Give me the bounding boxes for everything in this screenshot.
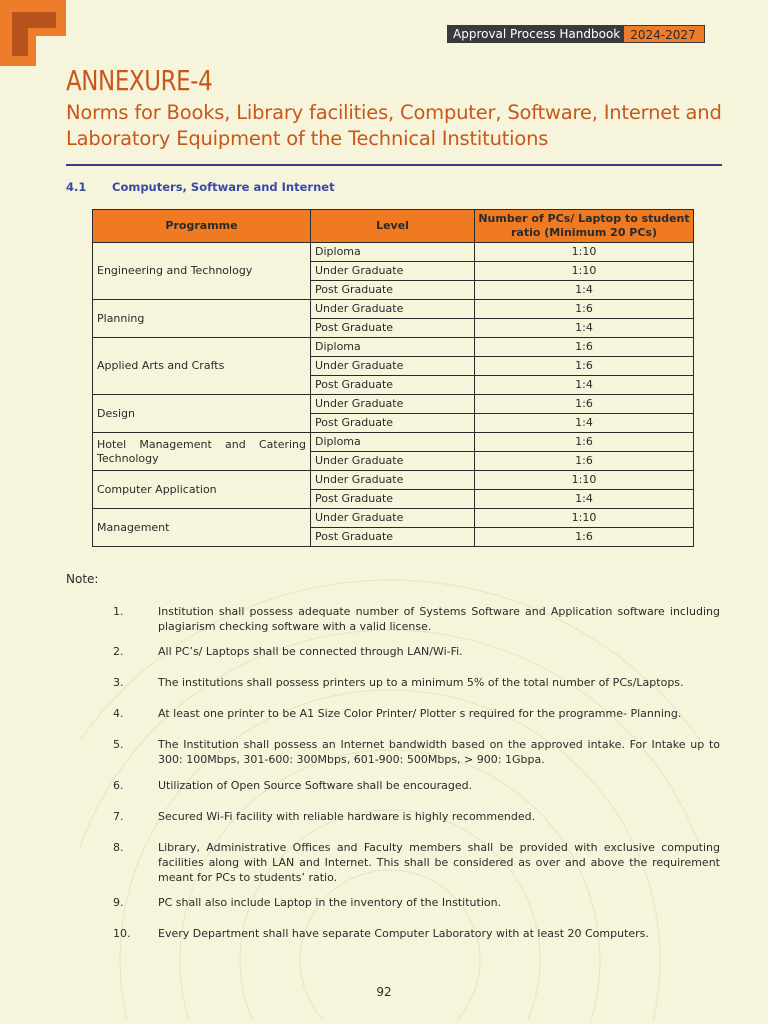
ratio-cell: 1:4	[475, 376, 694, 395]
note-number: 3.	[113, 676, 124, 689]
level-cell: Post Graduate	[311, 281, 475, 300]
programme-cell: Applied Arts and Crafts	[93, 338, 311, 395]
note-text: Utilization of Open Source Software shall be encouraged.	[158, 779, 473, 792]
list-item	[66, 604, 722, 634]
level-cell: Post Graduate	[311, 490, 475, 509]
level-cell: Post Graduate	[311, 414, 475, 433]
annexure-subtitle: Norms for Books, Library facilities, Computer, Software, Internet and Laboratory Equipment of the Technical Institutions	[66, 101, 722, 150]
title-divider	[66, 164, 722, 166]
level-cell: Diploma	[311, 433, 475, 452]
note-text: PC shall also include Laptop in the inventory of the Institution.	[158, 896, 502, 909]
programme-cell: Design	[93, 395, 311, 433]
section-title: Computers, Software and Internet	[112, 180, 335, 194]
handbook-years: 2024-2027	[624, 25, 704, 43]
level-cell: Under Graduate	[311, 357, 475, 376]
list-item	[66, 737, 722, 767]
header-ratio: Number of PCs/ Laptop to student ratio (Minimum 20 PCs)	[475, 210, 694, 243]
handbook-title: Approval Process Handbook	[447, 25, 624, 43]
header-band	[447, 25, 705, 43]
note-number: 9.	[113, 896, 124, 909]
programme-cell: Planning	[93, 300, 311, 338]
note-text: The Institution shall possess an Internet bandwidth based on the approved intake. For Intake up to 300: 100Mbps, 301-600: 300Mbps, 601-900: 500Mbps, > 900: 1Gbpa.	[158, 738, 720, 766]
level-cell: Under Graduate	[311, 300, 475, 319]
ratio-cell: 1:10	[475, 509, 694, 528]
note-text: Institution shall possess adequate number of Systems Software and Application software including plagiarism checking software with a valid license.	[158, 605, 720, 633]
table-row	[93, 300, 694, 319]
table-row	[93, 395, 694, 414]
ratio-cell: 1:6	[475, 357, 694, 376]
ratio-cell: 1:4	[475, 414, 694, 433]
ratio-cell: 1:6	[475, 452, 694, 471]
table-row	[93, 509, 694, 528]
section-heading	[66, 180, 335, 194]
level-cell: Diploma	[311, 338, 475, 357]
list-item	[66, 895, 722, 910]
corner-logo-icon	[0, 0, 66, 66]
level-cell: Under Graduate	[311, 471, 475, 490]
note-label: Note:	[66, 572, 99, 586]
ratio-cell: 1:10	[475, 243, 694, 262]
ratio-cell: 1:6	[475, 395, 694, 414]
table-row	[93, 338, 694, 357]
level-cell: Post Graduate	[311, 319, 475, 338]
programme-cell: Management	[93, 509, 311, 547]
level-cell: Diploma	[311, 243, 475, 262]
annexure-title: ANNEXURE-4	[66, 64, 213, 97]
note-text: Library, Administrative Offices and Faculty members shall be provided with exclusive computing facilities along with LAN and Internet. This shall be considered as over and above the requirement meant for PCs to students’ ratio.	[158, 841, 720, 884]
note-text: The institutions shall possess printers up to a minimum 5% of the total number of PCs/Laptops.	[158, 676, 684, 689]
note-number: 10.	[113, 927, 131, 940]
header-programme: Programme	[93, 210, 311, 243]
note-number: 7.	[113, 810, 124, 823]
note-number: 1.	[113, 605, 124, 618]
computer-norms-table	[92, 209, 694, 547]
list-item	[66, 706, 722, 721]
ratio-cell: 1:4	[475, 490, 694, 509]
table-row	[93, 433, 694, 452]
note-text: At least one printer to be A1 Size Color Printer/ Plotter s required for the programme- Planning.	[158, 707, 682, 720]
list-item	[66, 778, 722, 793]
programme-cell: Hotel Management and Catering Technology	[93, 433, 311, 471]
level-cell: Under Graduate	[311, 509, 475, 528]
note-number: 6.	[113, 779, 124, 792]
note-text: All PC’s/ Laptops shall be connected through LAN/Wi-Fi.	[158, 645, 463, 658]
ratio-cell: 1:10	[475, 471, 694, 490]
list-item	[66, 840, 722, 885]
header-level: Level	[311, 210, 475, 243]
list-item	[66, 926, 722, 941]
ratio-cell: 1:6	[475, 433, 694, 452]
table-row	[93, 243, 694, 262]
table-row	[93, 471, 694, 490]
table-header-row	[93, 210, 694, 243]
note-list	[66, 604, 722, 941]
note-number: 5.	[113, 738, 124, 751]
ratio-cell: 1:6	[475, 338, 694, 357]
ratio-cell: 1:10	[475, 262, 694, 281]
note-text: Every Department shall have separate Computer Laboratory with at least 20 Computers.	[158, 927, 649, 940]
list-item	[66, 644, 722, 659]
list-item	[66, 809, 722, 824]
ratio-cell: 1:4	[475, 281, 694, 300]
page-number: 92	[376, 985, 392, 999]
ratio-cell: 1:4	[475, 319, 694, 338]
ratio-cell: 1:6	[475, 528, 694, 547]
note-number: 4.	[113, 707, 124, 720]
note-number: 2.	[113, 645, 124, 658]
section-number: 4.1	[66, 180, 87, 194]
level-cell: Under Graduate	[311, 262, 475, 281]
list-item	[66, 675, 722, 690]
note-number: 8.	[113, 841, 124, 854]
note-text: Secured Wi-Fi facility with reliable hardware is highly recommended.	[158, 810, 536, 823]
ratio-cell: 1:6	[475, 300, 694, 319]
level-cell: Under Graduate	[311, 395, 475, 414]
programme-cell: Engineering and Technology	[93, 243, 311, 300]
level-cell: Post Graduate	[311, 528, 475, 547]
programme-cell: Computer Application	[93, 471, 311, 509]
level-cell: Post Graduate	[311, 376, 475, 395]
level-cell: Under Graduate	[311, 452, 475, 471]
